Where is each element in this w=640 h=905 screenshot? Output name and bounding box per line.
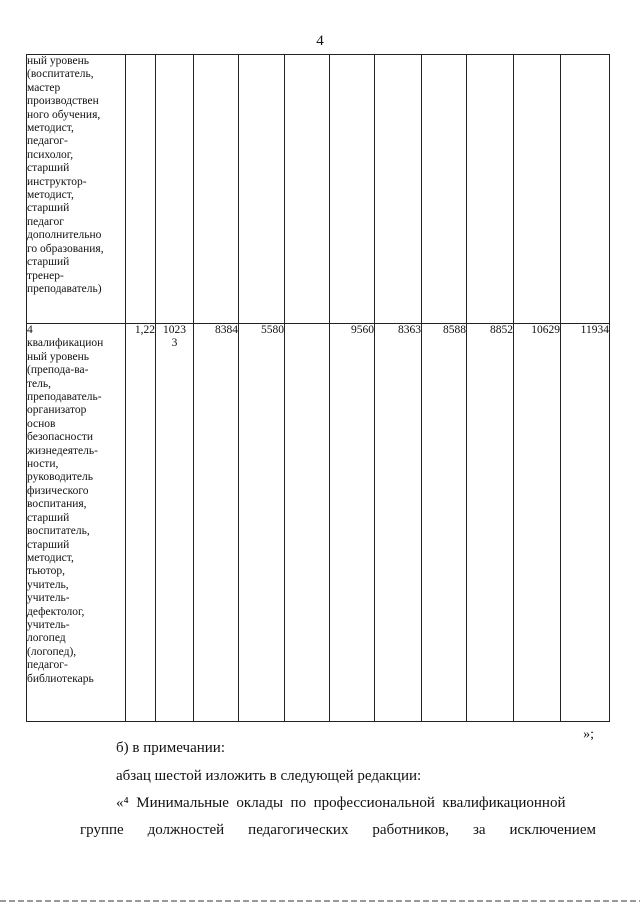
coefficient-cell: 1,22 [126, 324, 156, 722]
value-cell: 8363 [375, 324, 422, 722]
position-cell: 4 квалификацион ный уровень (препода-ва- тель, преподаватель- организатор основ безопасности жизнедеятель- ности, руководитель физического воспитания, старший воспитатель, старший методист, тьютор, учитель, учитель- дефектолог, учитель- логопед (логопед), педагог- библиотекарь [27, 324, 126, 722]
word: за [472, 822, 486, 838]
word: должностей [147, 822, 225, 838]
value-cell [126, 55, 156, 324]
word: группе [80, 822, 124, 838]
word: педагогических [248, 822, 349, 838]
value-cell [375, 55, 422, 324]
value-cell [156, 55, 194, 324]
value-cell [514, 55, 561, 324]
scan-edge-divider [0, 900, 640, 902]
paragraph-instruction: абзац шестой изложить в следующей редакции: [116, 768, 422, 784]
word: работников, [372, 822, 449, 838]
value-cell: 8384 [194, 324, 239, 722]
value-cell [285, 55, 330, 324]
table-row [27, 324, 610, 722]
value-cell: 8588 [422, 324, 467, 722]
value-cell [194, 55, 239, 324]
value-cell [330, 55, 375, 324]
value-cell: 5580 [239, 324, 285, 722]
value-cell [239, 55, 285, 324]
value-cell [561, 55, 610, 324]
value-cell: 1023 3 [156, 324, 194, 722]
value-cell [467, 55, 514, 324]
value-cell: 10629 [514, 324, 561, 722]
word: исключением [509, 822, 596, 838]
value-cell: 11934 [561, 324, 610, 722]
paragraph-footnote-start: «⁴ Минимальные оклады по профессиональной квалификационной [116, 795, 566, 811]
closing-quote: »; [583, 727, 594, 742]
page-number: 4 [316, 33, 324, 49]
position-cell: ный уровень (воспитатель, мастер производствен ного обучения, методист, педагог- психолог, старший инструктор- методист, старший педагог дополнительно го образования, старший тренер- преподаватель) [27, 55, 126, 324]
salary-table [26, 54, 610, 722]
value-cell [285, 324, 330, 722]
paragraph-note: б) в примечании: [116, 740, 225, 756]
paragraph-footnote-continued [80, 821, 596, 840]
table-row [27, 55, 610, 324]
value-cell: 9560 [330, 324, 375, 722]
value-cell: 8852 [467, 324, 514, 722]
value-cell [422, 55, 467, 324]
